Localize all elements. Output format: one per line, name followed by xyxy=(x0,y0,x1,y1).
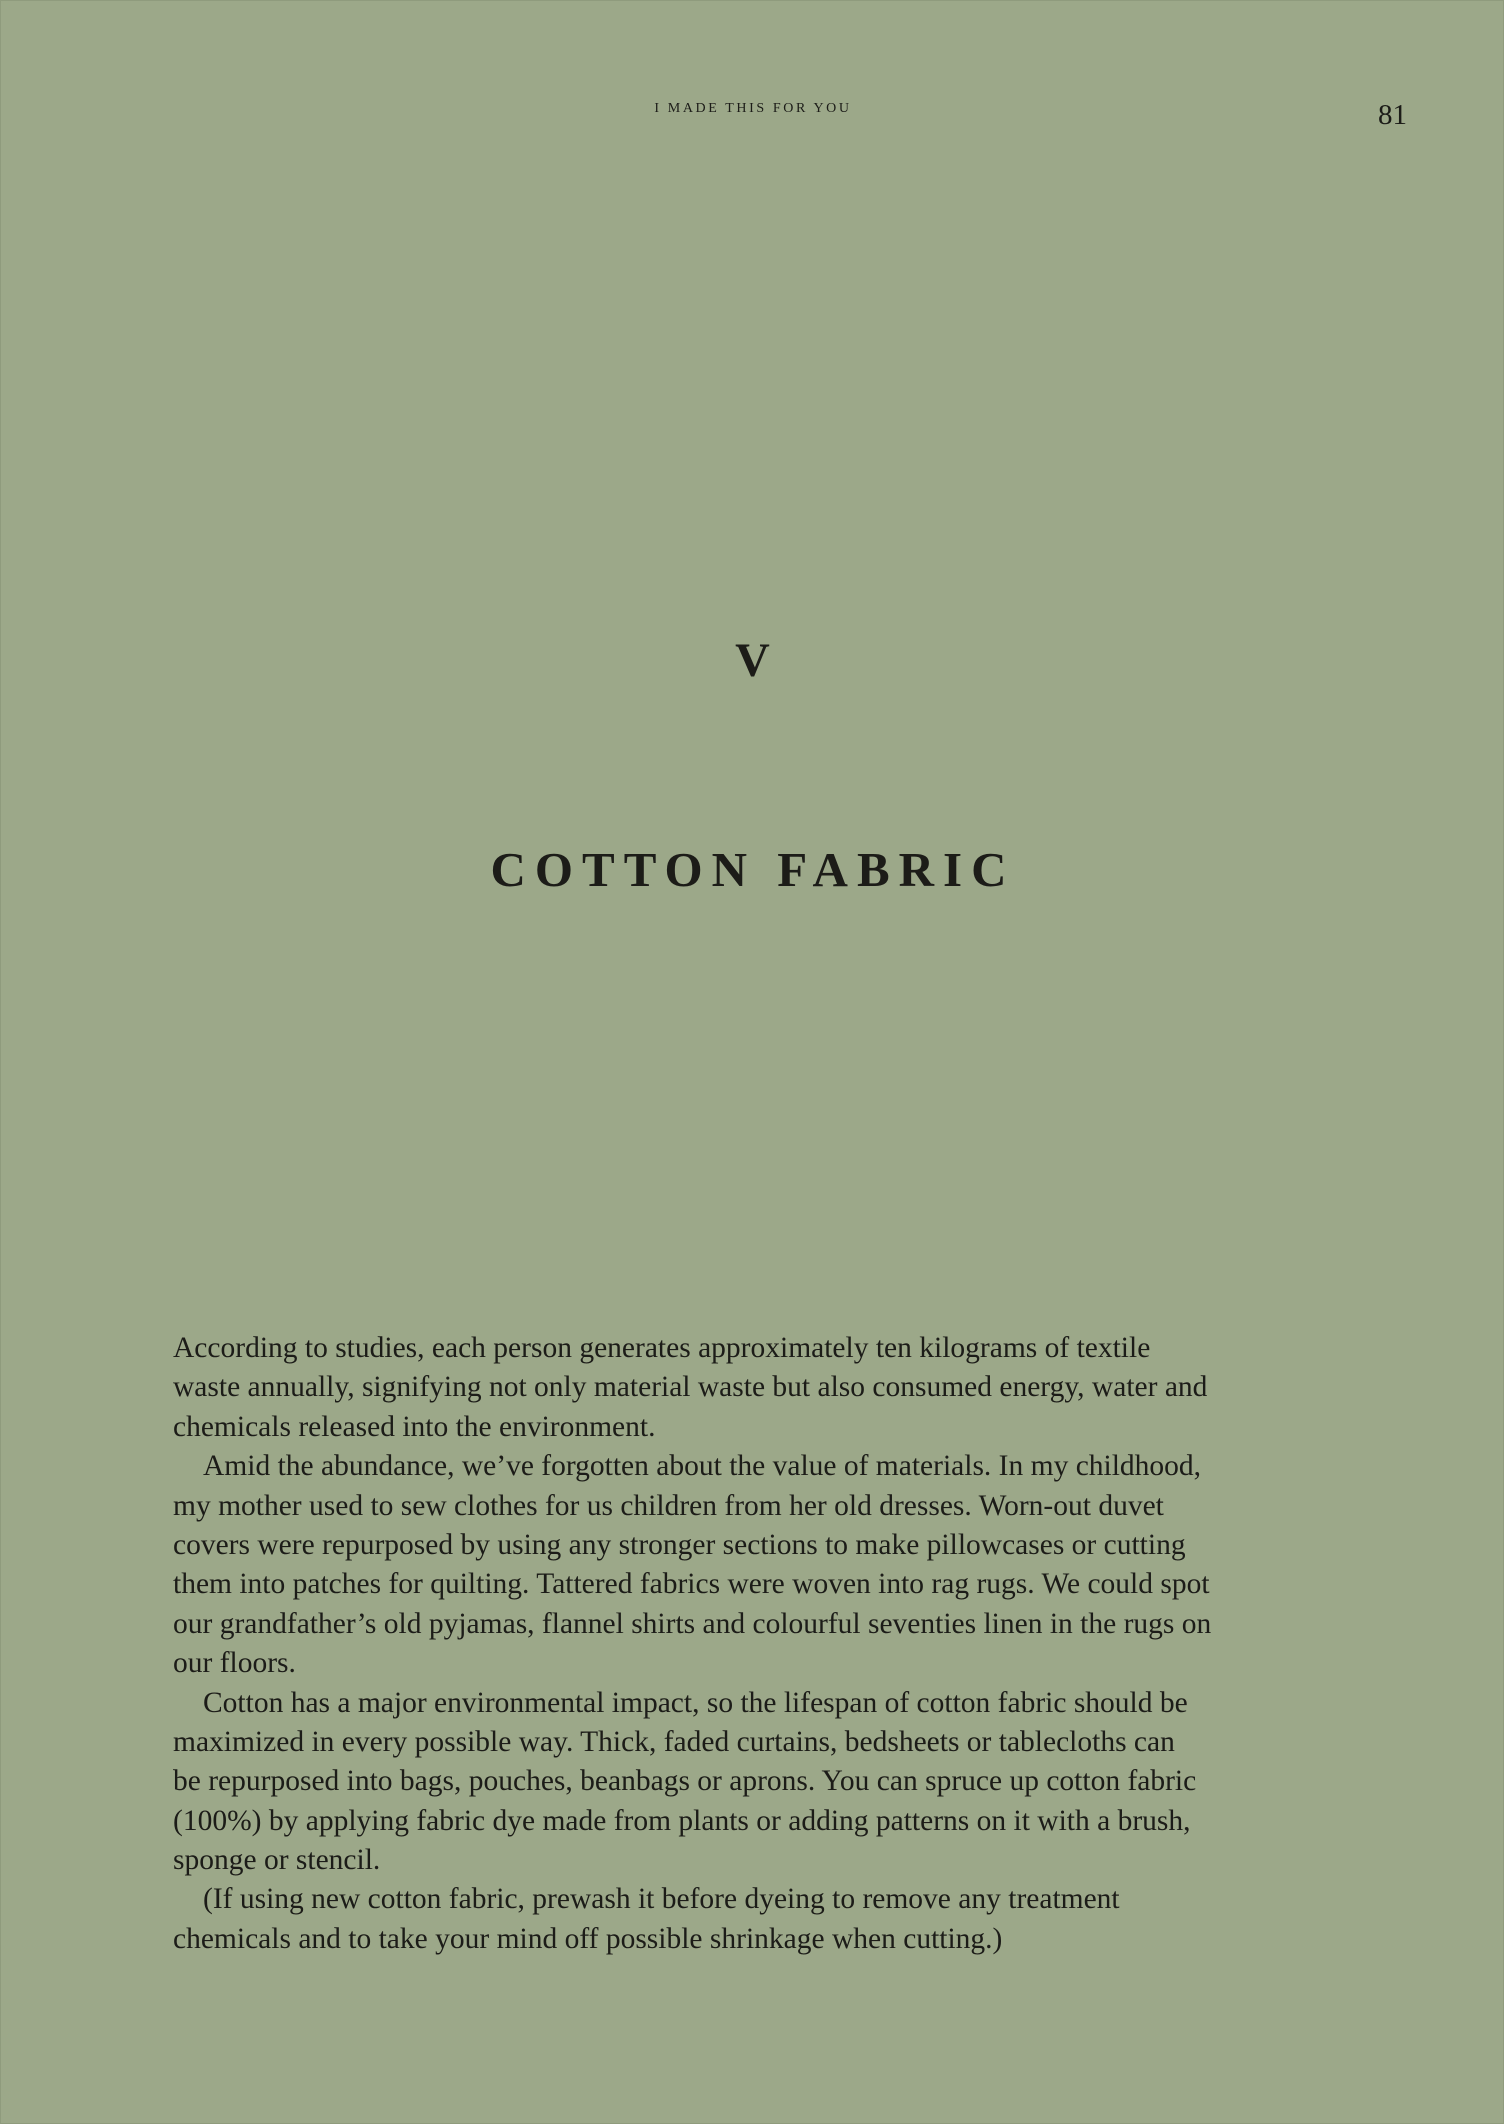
running-head: I MADE THIS FOR YOU xyxy=(654,101,852,116)
paragraph-1-line: waste annually, signifying not only material waste but also consumed energy, water and xyxy=(173,1371,1208,1404)
paragraph-3-line: sponge or stencil. xyxy=(173,1844,381,1877)
chapter-number: V xyxy=(735,634,771,687)
page-number: 81 xyxy=(1378,99,1407,131)
body-text xyxy=(173,1329,1343,1959)
paragraph-2-line: covers were repurposed by using any stronger sections to make pillowcases or cutting xyxy=(173,1528,1186,1561)
paragraph-1-line: According to studies, each person generates approximately ten kilograms of textile xyxy=(173,1332,1151,1364)
paragraph-2-line: them into patches for quilting. Tattered fabrics were woven into rag rugs. We could spot xyxy=(173,1568,1210,1601)
paragraph-4-line: chemicals and to take your mind off possible shrinkage when cutting.) xyxy=(173,1922,1003,1955)
paragraph-3-line: be repurposed into bags, pouches, beanbags or aprons. You can spruce up cotton fabric xyxy=(173,1765,1197,1798)
paragraph-3-line: (100%) by applying fabric dye made from plants or adding patterns on it with a brush, xyxy=(173,1804,1191,1837)
paragraph-2-line: our floors. xyxy=(173,1647,296,1680)
paragraph-2-line: Amid the abundance, we’ve forgotten about the value of materials. In my childhood, xyxy=(203,1450,1202,1483)
paragraph-2-line: my mother used to sew clothes for us children from her old dresses. Worn-out duvet xyxy=(173,1489,1164,1522)
chapter-title: COTTON FABRIC xyxy=(490,842,1016,897)
paragraph-3-line: maximized in every possible way. Thick, faded curtains, bedsheets or tablecloths can xyxy=(173,1725,1175,1758)
paragraph-2-line: our grandfather’s old pyjamas, flannel shirts and colourful seventies linen in the rugs on xyxy=(173,1607,1212,1640)
paragraph-1-line: chemicals released into the environment. xyxy=(173,1410,656,1443)
paragraph-4-line: (If using new cotton fabric, prewash it before dyeing to remove any treatment xyxy=(203,1883,1120,1916)
paragraph-3-line: Cotton has a major environmental impact, so the lifespan of cotton fabric should be xyxy=(203,1686,1188,1719)
